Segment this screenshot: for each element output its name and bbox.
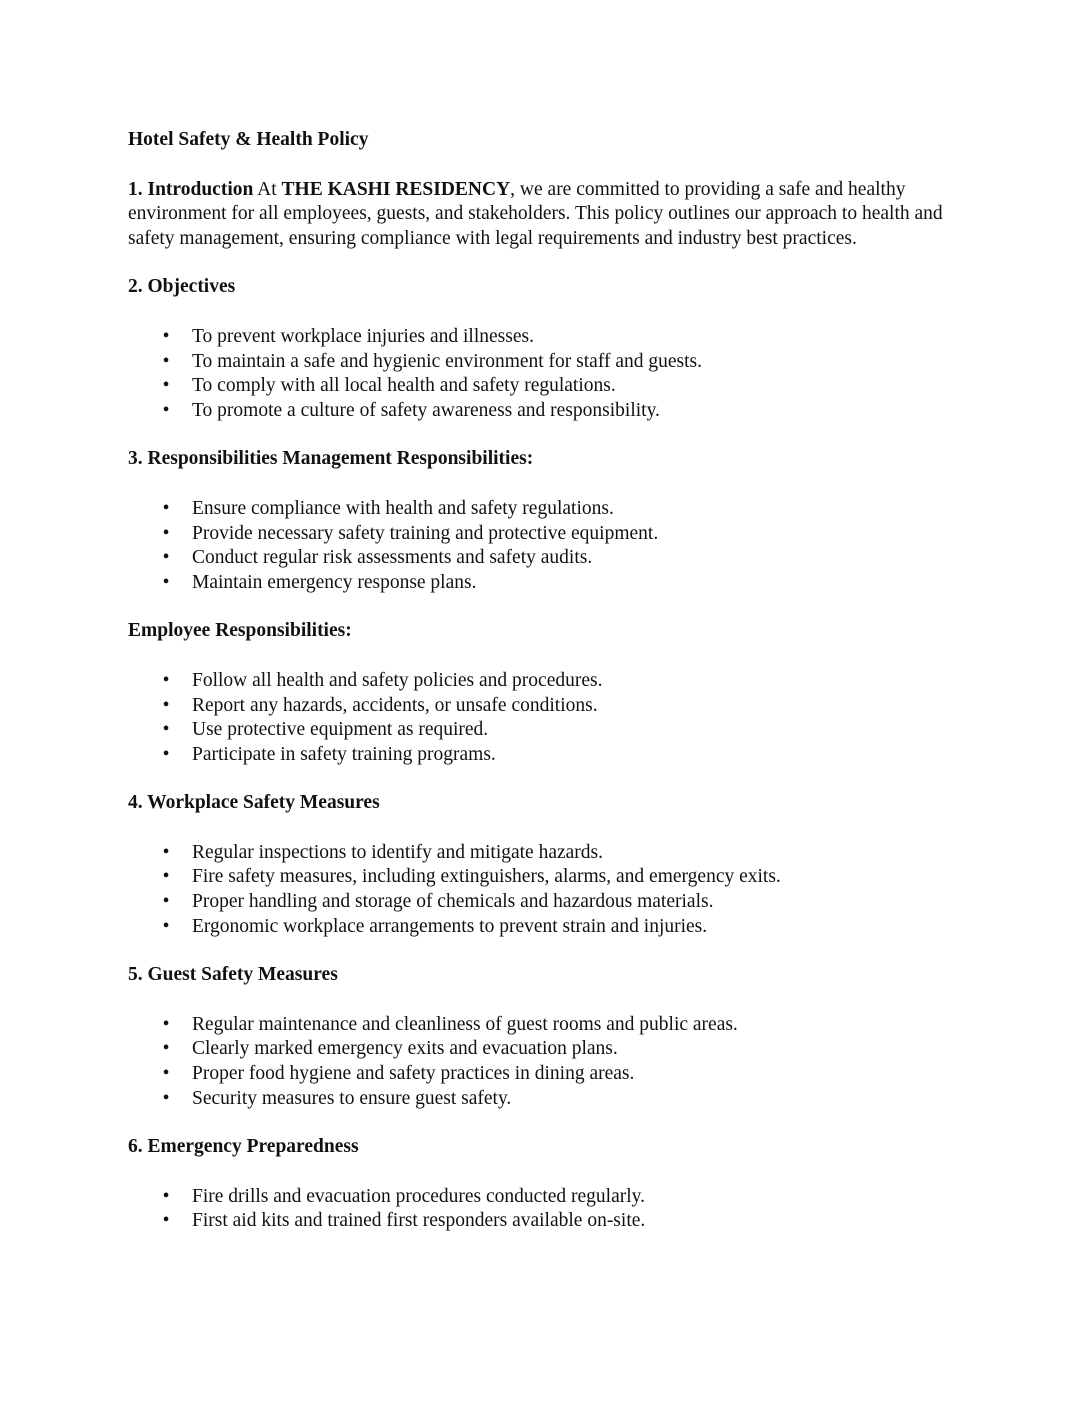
objectives-list [128, 325, 948, 423]
document-page [128, 116, 948, 1234]
list-item-text: Fire safety measures, including extinguishers, alarms, and emergency exits. [192, 866, 781, 888]
list-item [128, 1062, 948, 1087]
list-item [128, 399, 948, 424]
bullet-icon: • [162, 1087, 170, 1109]
introduction-text: , we are committed to providing a safe and healthy environment for all employees, guests, and stakeholders. This policy outlines our approach to health and safety management, ensuring compliance with legal requirements and industry best practices. [128, 178, 943, 249]
list-item [128, 546, 948, 571]
bullet-icon: • [162, 694, 170, 716]
list-item [128, 1087, 948, 1112]
document-title: Hotel Safety & Health Policy [128, 129, 369, 150]
list-item [128, 841, 948, 866]
bullet-icon: • [162, 1185, 170, 1207]
list-item-text: Ensure compliance with health and safety regulations. [192, 497, 614, 519]
bullet-icon: • [162, 547, 170, 569]
list-item-text: Use protective equipment as required. [192, 719, 489, 741]
guest-safety-heading: 5. Guest Safety Measures [128, 964, 338, 986]
list-item [128, 497, 948, 522]
list-item-text: Security measures to ensure guest safety. [192, 1087, 512, 1109]
company-name: THE KASHI RESIDENCY [281, 178, 511, 200]
bullet-icon: • [162, 743, 170, 765]
bullet-icon: • [162, 719, 170, 741]
bullet-icon: • [162, 571, 170, 593]
list-item-text: Proper handling and storage of chemicals and hazardous materials. [192, 891, 714, 913]
list-item [128, 1209, 948, 1234]
responsibilities-heading: 3. Responsibilities Management Responsibilities: [128, 448, 534, 470]
emergency-preparedness-heading: 6. Emergency Preparedness [128, 1136, 359, 1158]
list-item [128, 718, 948, 743]
list-item [128, 1037, 948, 1062]
list-item [128, 1013, 948, 1038]
bullet-icon: • [162, 375, 170, 397]
management-responsibilities-list [128, 497, 948, 595]
bullet-icon: • [162, 399, 170, 421]
list-item-text: Report any hazards, accidents, or unsafe conditions. [192, 694, 598, 716]
introduction-prefix: At [257, 178, 277, 200]
list-item-text: Conduct regular risk assessments and safety audits. [192, 547, 593, 569]
list-item [128, 350, 948, 375]
list-item [128, 743, 948, 768]
bullet-icon: • [162, 1038, 170, 1060]
workplace-safety-heading: 4. Workplace Safety Measures [128, 792, 380, 814]
list-item [128, 694, 948, 719]
bullet-icon: • [162, 841, 170, 863]
list-item-text: Ergonomic workplace arrangements to prevent strain and injuries. [192, 915, 708, 937]
guest-safety-list [128, 1013, 948, 1111]
list-item-text: To promote a culture of safety awareness and responsibility. [192, 399, 660, 421]
bullet-icon: • [162, 350, 170, 372]
bullet-icon: • [162, 325, 170, 347]
list-item-text: Clearly marked emergency exits and evacuation plans. [192, 1038, 618, 1060]
list-item [128, 915, 948, 940]
objectives-heading: 2. Objectives [128, 276, 236, 298]
list-item-text: Maintain emergency response plans. [192, 571, 477, 593]
list-item [128, 669, 948, 694]
bullet-icon: • [162, 891, 170, 913]
bullet-icon: • [162, 497, 170, 519]
list-item-text: Participate in safety training programs. [192, 743, 496, 765]
list-item [128, 571, 948, 596]
bullet-icon: • [162, 1063, 170, 1085]
list-item [128, 325, 948, 350]
employee-responsibilities-list [128, 669, 948, 767]
list-item-text: Regular inspections to identify and mitigate hazards. [192, 841, 604, 863]
introduction-heading: 1. Introduction [128, 178, 254, 200]
list-item-text: Provide necessary safety training and protective equipment. [192, 522, 659, 544]
list-item [128, 890, 948, 915]
list-item-text: Fire drills and evacuation procedures conducted regularly. [192, 1185, 646, 1207]
list-item-text: First aid kits and trained first responders available on-site. [192, 1210, 646, 1232]
workplace-safety-list [128, 841, 948, 939]
bullet-icon: • [162, 1013, 170, 1035]
list-item-text: To comply with all local health and safety regulations. [192, 375, 616, 397]
bullet-icon: • [162, 669, 170, 691]
list-item-text: To prevent workplace injuries and illnesses. [192, 325, 534, 347]
bullet-icon: • [162, 522, 170, 544]
emergency-preparedness-list [128, 1185, 948, 1234]
list-item [128, 374, 948, 399]
list-item-text: Follow all health and safety policies and procedures. [192, 669, 603, 691]
list-item [128, 865, 948, 890]
list-item-text: Regular maintenance and cleanliness of guest rooms and public areas. [192, 1013, 738, 1035]
introduction-paragraph [128, 178, 948, 252]
employee-responsibilities-heading: Employee Responsibilities: [128, 620, 352, 642]
bullet-icon: • [162, 866, 170, 888]
bullet-icon: • [162, 1210, 170, 1232]
bullet-icon: • [162, 915, 170, 937]
list-item-text: Proper food hygiene and safety practices in dining areas. [192, 1063, 635, 1085]
list-item-text: To maintain a safe and hygienic environment for staff and guests. [192, 350, 702, 372]
list-item [128, 1185, 948, 1210]
list-item [128, 522, 948, 547]
